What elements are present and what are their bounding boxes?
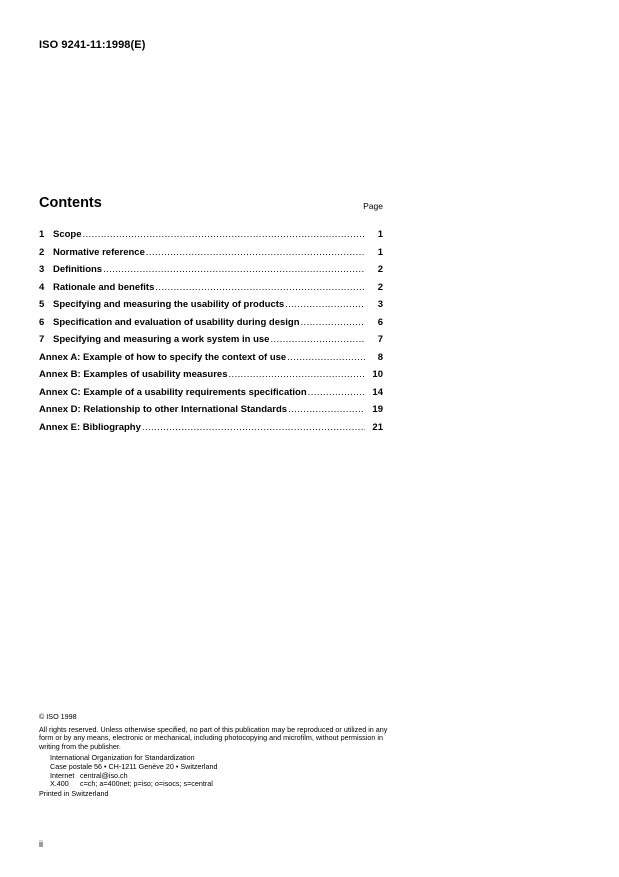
toc-entry-title[interactable]: Annex E: Bibliography <box>39 421 141 433</box>
toc-entry-title[interactable]: Annex A: Example of how to specify the context of use <box>39 351 287 363</box>
toc-entry-annex-b[interactable] <box>39 369 383 387</box>
toc-entry-title[interactable]: Scope <box>53 229 82 240</box>
internet-label: Internet <box>50 770 75 780</box>
toc-entry-title[interactable]: Normative reference <box>53 246 145 258</box>
rights-statement: All rights reserved. Unless otherwise specified, no part of this publication may be reproduced or utilized in any form or by any means, electronic or mechanical, including photocopying and microfilm, without permission in writing from the publisher. <box>39 724 388 751</box>
dot-leader <box>308 387 365 398</box>
toc-entry-number: 5 <box>39 299 45 310</box>
toc-entry-page: 3 <box>377 299 383 310</box>
toc-entry-annex-c[interactable] <box>39 387 383 405</box>
toc-entry-annex-a[interactable] <box>39 352 383 370</box>
copyright-notice: © ISO 1998 <box>39 712 77 721</box>
toc-entry-specification-design[interactable] <box>39 317 383 335</box>
toc-entry-page: 2 <box>377 264 383 275</box>
table-of-contents <box>39 229 383 439</box>
internet-value[interactable]: central@iso.ch <box>80 770 128 780</box>
dot-leader <box>287 352 365 363</box>
dot-leader <box>83 229 365 240</box>
toc-entry-page: 21 <box>372 421 383 433</box>
toc-entry-page: 1 <box>377 229 383 240</box>
x400-value: c=ch; a=400net; p=iso; o=isocs; s=central <box>80 779 213 789</box>
dot-leader <box>142 422 365 433</box>
document-id: ISO 9241-11:1998(E) <box>39 39 146 51</box>
toc-entry-scope[interactable] <box>39 229 383 247</box>
dot-leader <box>301 317 365 328</box>
printed-in: Printed in Switzerland <box>39 788 109 798</box>
toc-entry-title[interactable]: Specification and evaluation of usability during design <box>53 316 300 328</box>
toc-entry-page: 14 <box>372 386 383 398</box>
toc-entry-page: 8 <box>377 351 383 363</box>
toc-entry-title[interactable]: Specifying and measuring a work system in use <box>53 334 270 345</box>
toc-entry-page: 6 <box>377 316 383 328</box>
postal-address: Case postale 56 • CH-1211 Genève 20 • Switzerland <box>50 761 218 771</box>
toc-entry-rationale[interactable] <box>39 282 383 300</box>
toc-entry-page: 2 <box>377 281 383 293</box>
toc-entry-annex-e[interactable] <box>39 422 383 440</box>
toc-entry-title[interactable]: Specifying and measuring the usability of products <box>53 299 285 310</box>
dot-leader <box>228 369 365 380</box>
page-column-label: Page <box>363 201 383 211</box>
x400-row <box>50 780 389 789</box>
page-number: ii <box>39 839 43 849</box>
toc-entry-specifying-products[interactable] <box>39 299 383 317</box>
toc-entry-page: 7 <box>377 334 383 345</box>
x400-label: X.400 <box>50 779 69 789</box>
toc-entry-number: 7 <box>39 334 45 345</box>
toc-entry-normative-reference[interactable] <box>39 247 383 265</box>
publisher-address <box>50 754 389 788</box>
contents-header <box>39 195 383 215</box>
contents-title: Contents <box>39 195 102 211</box>
toc-entry-page: 19 <box>372 404 383 415</box>
toc-entry-title[interactable]: Annex C: Example of a usability requirements specification <box>39 386 307 398</box>
toc-entry-title[interactable]: Annex B: Examples of usability measures <box>39 369 228 380</box>
toc-entry-number: 2 <box>39 246 45 258</box>
toc-entry-number: 4 <box>39 281 45 293</box>
toc-entry-title[interactable]: Rationale and benefits <box>53 281 155 293</box>
toc-entry-annex-d[interactable] <box>39 404 383 422</box>
dot-leader <box>285 299 365 310</box>
toc-entry-page: 1 <box>377 246 383 258</box>
toc-entry-title[interactable]: Annex D: Relationship to other International Standards <box>39 404 288 415</box>
toc-entry-page: 10 <box>372 369 383 380</box>
dot-leader <box>146 247 365 258</box>
toc-entry-title[interactable]: Definitions <box>53 264 103 275</box>
dot-leader <box>288 404 365 415</box>
dot-leader <box>155 282 365 293</box>
copyright-block <box>39 713 389 798</box>
toc-entry-number: 6 <box>39 316 45 328</box>
toc-entry-number: 1 <box>39 229 45 240</box>
toc-entry-work-system[interactable] <box>39 334 383 352</box>
organization-name: International Organization for Standardization <box>50 753 195 763</box>
toc-entry-number: 3 <box>39 264 45 275</box>
toc-entry-definitions[interactable] <box>39 264 383 282</box>
dot-leader <box>270 334 365 345</box>
dot-leader <box>103 264 365 275</box>
